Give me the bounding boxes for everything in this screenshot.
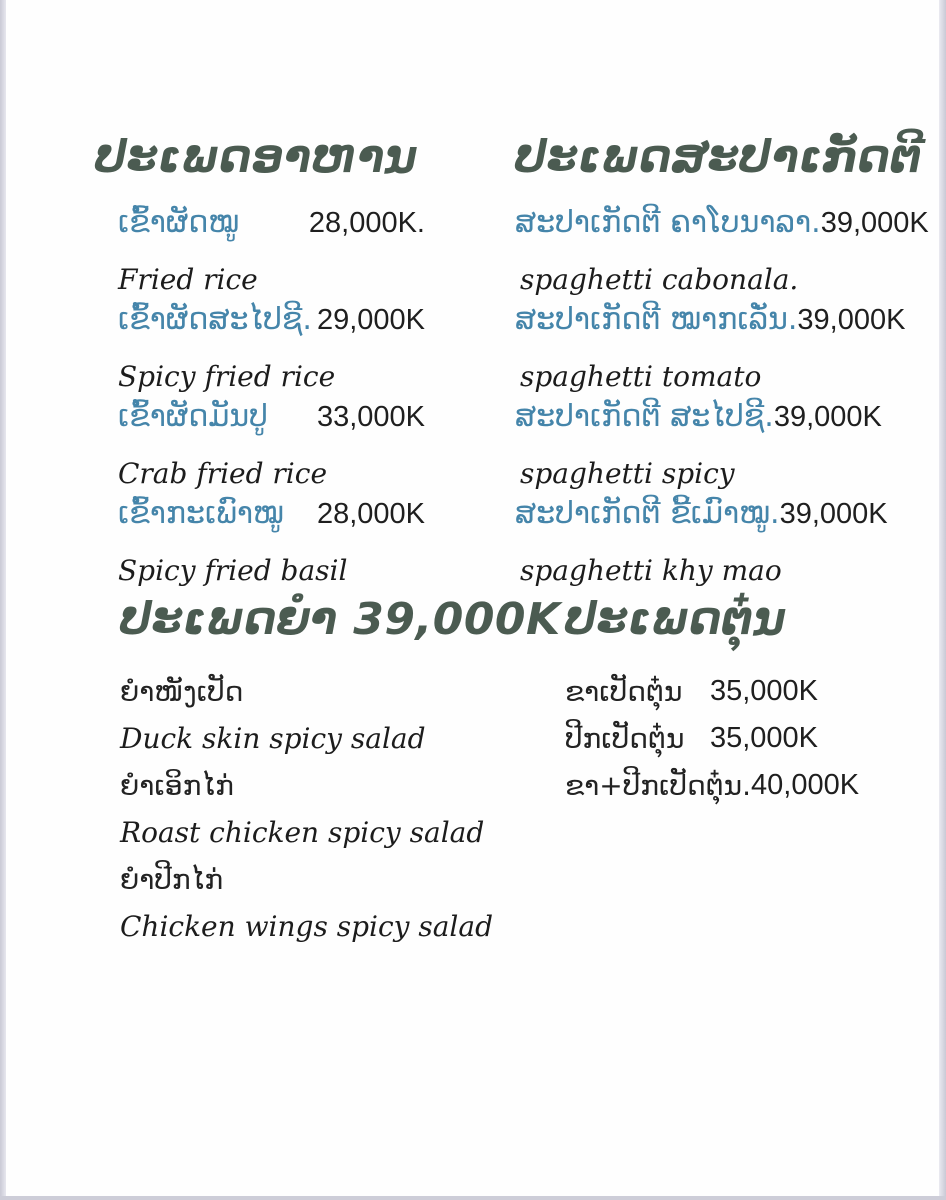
section-spaghetti [515,130,929,593]
menu-item-lao-name: ຂາ+ປີກເປັດຕຸ໋ນ. [565,769,752,802]
menu-item-lao-name: ເຂົ້າຜັດໝູ [118,205,240,240]
menu-item [118,302,425,399]
menu-item-lao-line [120,762,500,809]
menu-item-english-line [120,809,500,856]
section-food [95,130,425,593]
section-food-items [95,205,425,593]
menu-item-lao-name: ຍຳປີກໄກ່ [120,863,224,896]
menu-item-price: 35,000K [709,675,818,707]
menu-item-english-name: Fried rice [118,263,258,296]
section-stew-items [565,668,860,809]
menu-item-lao-name: ຍຳເອິກໄກ່ [120,769,234,802]
menu-item-lao-name: ເຂົ້າຜັດສະໄປຊີ. [118,302,312,337]
menu-item-english-line [120,715,500,762]
menu-item-english-line [120,903,500,950]
menu-item-english-name: spaghetti tomato [520,360,762,393]
menu-item [565,762,860,809]
menu-item-name-row [515,302,906,354]
menu-item-name-row [118,496,425,548]
menu-item [565,715,818,762]
menu-item-price: 39,000K [820,207,929,239]
section-food-title: ປະເພດອາຫານ [95,132,418,183]
menu-item-english-name: spaghetti spicy [520,457,735,490]
menu-item-english-name: Chicken wings spicy salad [120,910,493,943]
menu-item-lao-line [120,856,500,903]
section-salad-items [120,668,500,950]
section-spaghetti-items [515,205,929,593]
menu-item-lao-name: ປີກເປັດຕຸ໋ນ [565,722,685,755]
menu-item-price: 29,000K [316,304,425,336]
menu-item [118,399,425,496]
menu-item [515,302,906,399]
menu-item-lao-name: ເຂົ້າກະເພົາໝູ [118,496,284,531]
menu-item [118,205,425,302]
menu-item-price: 35,000K [709,722,818,754]
menu-item-lao-name: ສະປາເກັດຕີ ໝາກເລັ່ນ. [515,302,798,337]
menu-item-price: 40,000K [751,769,860,801]
menu-item [565,668,818,715]
menu-item-price: 39,000K [797,304,906,336]
menu-item-name-row [118,302,425,354]
section-stew-title: ປະເພດຕຸ໋ນ [565,594,786,645]
page-edge-left [0,0,6,1200]
menu-item-price: 39,000K [773,401,882,433]
menu-item [515,205,929,302]
section-salad [120,592,561,950]
section-stew [565,592,860,809]
menu-item [515,496,888,593]
menu-item-lao-name: ສະປາເກັດຕີ ສະໄປຊີ. [515,399,774,434]
menu-item-english-name: spaghetti khy mao [520,554,782,587]
menu-item-lao-name: ຂາເປັດຕຸ໋ນ [565,675,683,708]
menu-item-english-name: Roast chicken spicy salad [120,816,485,849]
menu-item-name-row [118,205,425,257]
menu-item-name-row [515,496,888,548]
page-edge-right [939,0,946,1200]
section-salad-title: ປະເພດຍຳ 39,000K [120,594,561,645]
menu-item-lao-name: ຍຳໜັງເປັດ [120,675,244,708]
menu-item-price: 39,000K [779,498,888,530]
menu-item-english-name: Duck skin spicy salad [120,722,426,755]
menu-item-price: 28,000K. [308,207,425,239]
menu-item-english-name: Spicy fried rice [118,360,336,393]
menu-item-lao-name: ສະປາເກັດຕີ ຄາໂບນາລາ. [515,205,821,240]
page-edge-bottom [0,1196,946,1200]
menu-item-lao-name: ເຂົ້າຜັດມັນປູ [118,399,268,434]
menu-item-english-name: spaghetti cabonala. [520,263,799,296]
menu-item-price: 33,000K [316,401,425,433]
menu-item-english-name: Spicy fried basil [118,554,348,587]
menu-item-english-name: Crab fried rice [118,457,328,490]
menu-item-lao-line [120,668,500,715]
menu-item-price: 28,000K [316,498,425,530]
menu-item-lao-name: ສະປາເກັດຕີ ຂີ້ເມົາໝູ. [515,496,780,531]
menu-item-name-row [515,399,882,451]
menu-item-name-row [515,205,929,257]
menu-item [515,399,882,496]
section-spaghetti-title: ປະເພດສະປາເກັດຕີ [515,132,922,183]
menu-item [118,496,425,593]
menu-item-name-row [118,399,425,451]
